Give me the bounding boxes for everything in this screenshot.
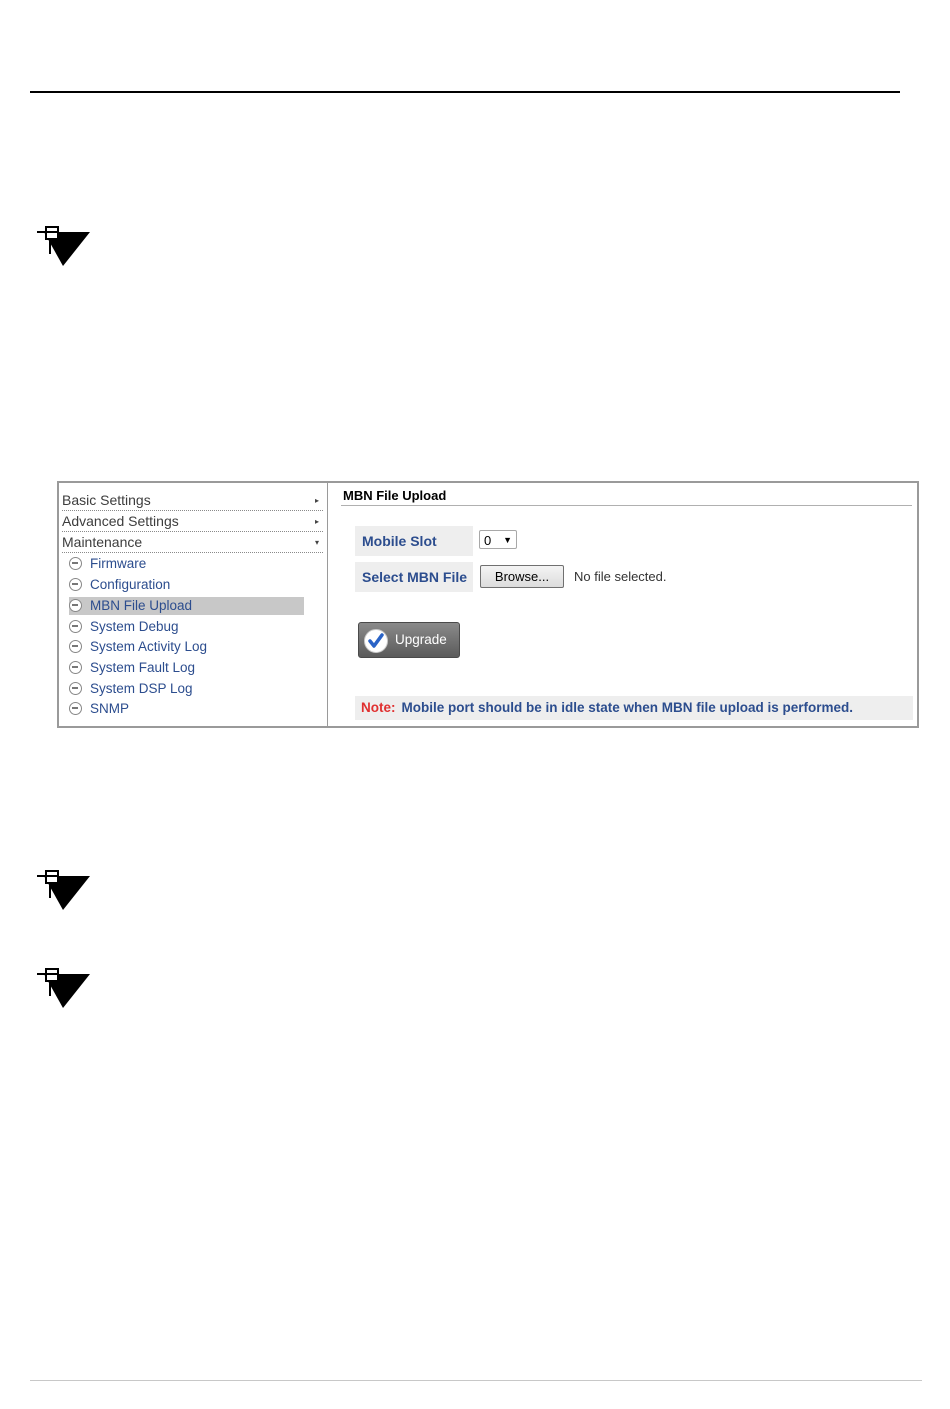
arrow-circle-icon (69, 640, 82, 653)
pushpin-note-icon (36, 224, 90, 266)
sidebar-section-maintenance[interactable] (62, 533, 323, 553)
sidebar-menu (59, 483, 328, 726)
note-bar (355, 696, 913, 720)
note-text: Mobile port should be in idle state when MBN file upload is performed. (401, 700, 854, 715)
sidebar-section-advanced-settings[interactable] (62, 512, 323, 532)
file-status-text: No file selected. (574, 569, 667, 584)
sidebar-item-snmp[interactable] (69, 700, 304, 718)
upgrade-label: Upgrade (395, 632, 447, 647)
mbn-upload-screenshot (57, 481, 919, 728)
sidebar-item-label: System Activity Log (90, 639, 208, 654)
upgrade-button[interactable] (358, 622, 460, 658)
section-label: Maintenance (62, 534, 143, 550)
chevron-down-icon: ▾ (314, 538, 319, 547)
sidebar-item-system-debug[interactable] (69, 618, 304, 636)
page-footer-rule (30, 1380, 922, 1381)
page-header-rule (30, 91, 900, 93)
sidebar-item-system-fault-log[interactable] (69, 659, 304, 677)
sidebar-item-label: Configuration (90, 577, 171, 592)
arrow-circle-icon (69, 557, 82, 570)
section-label: Basic Settings (62, 492, 151, 508)
browse-button[interactable]: Browse... (480, 565, 564, 588)
mobile-slot-value: 0 (484, 533, 492, 548)
sidebar-item-label: System Fault Log (90, 660, 196, 675)
sidebar-item-configuration[interactable] (69, 576, 304, 594)
arrow-circle-icon (69, 578, 82, 591)
checkmark-icon (364, 629, 388, 653)
arrow-circle-icon (69, 599, 82, 612)
pushpin-note-icon (36, 966, 90, 1008)
section-label: Advanced Settings (62, 513, 179, 529)
note-prefix: Note: (361, 700, 396, 715)
sidebar-section-basic-settings[interactable] (62, 491, 323, 511)
arrow-circle-icon (69, 620, 82, 633)
pushpin-note-icon (36, 868, 90, 910)
sidebar-item-system-activity-log[interactable] (69, 638, 304, 656)
sidebar-item-system-dsp-log[interactable] (69, 680, 304, 698)
page-title: MBN File Upload (343, 488, 447, 503)
title-divider (341, 505, 912, 506)
sidebar-item-label: MBN File Upload (90, 598, 193, 613)
arrow-circle-icon (69, 661, 82, 674)
mobile-slot-label: Mobile Slot (355, 526, 473, 556)
sidebar-item-mbn-file-upload[interactable] (69, 597, 304, 615)
sidebar-item-label: System Debug (90, 619, 179, 634)
select-mbn-file-label: Select MBN File (355, 562, 473, 592)
sidebar-item-firmware[interactable] (69, 555, 304, 573)
mobile-slot-select[interactable] (479, 530, 517, 549)
chevron-right-icon: ▸ (314, 517, 319, 526)
arrow-circle-icon (69, 682, 82, 695)
chevron-down-icon: ▼ (503, 535, 512, 545)
arrow-circle-icon (69, 702, 82, 715)
chevron-right-icon: ▸ (314, 496, 319, 505)
content-panel (328, 483, 917, 726)
sidebar-item-label: SNMP (90, 701, 130, 716)
sidebar-item-label: System DSP Log (90, 681, 193, 696)
sidebar-item-label: Firmware (90, 556, 147, 571)
